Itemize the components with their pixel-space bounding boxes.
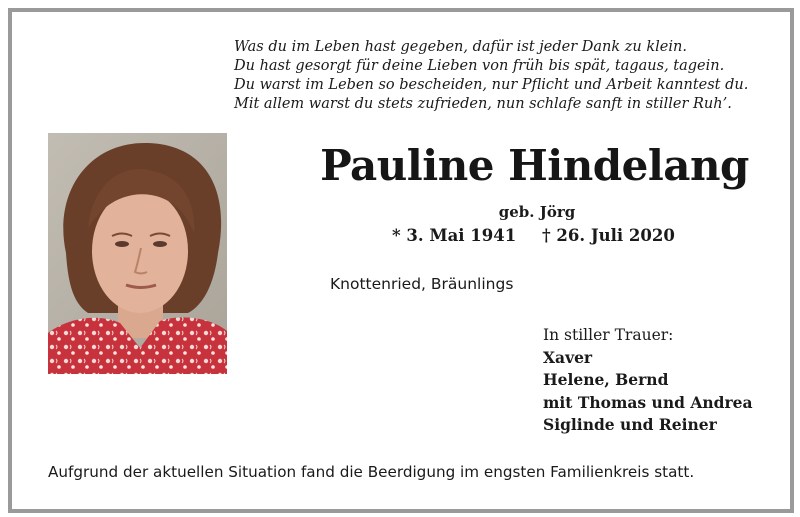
portrait-illustration (48, 133, 227, 374)
birth-name: geb. Jörg (498, 203, 576, 221)
mourner-name: mit Thomas und Andrea (543, 392, 753, 412)
life-dates (392, 226, 692, 245)
mourners-block (543, 324, 753, 437)
mourners-intro: In stiller Trauer: (543, 326, 674, 344)
funeral-notice: Aufgrund der aktuellen Situation fand die Beerdigung im engsten Familienkreis statt. (48, 463, 695, 481)
poem-line: Mit allem warst du stets zufrieden, nun schlafe sanft in stiller Ruh’. (234, 96, 732, 112)
mourner-name: Xaver (543, 347, 593, 367)
obituary-frame (8, 8, 794, 513)
residence-place: Knottenried, Bräunlings (330, 275, 514, 293)
poem-line: Was du im Leben hast gegeben, dafür ist jeder Dank zu klein. (234, 39, 687, 55)
poem (234, 38, 774, 114)
portrait-photo (48, 133, 227, 374)
poem-line: Du hast gesorgt für deine Lieben von früh bis spät, tagaus, tagein. (234, 58, 725, 74)
mourner-name: Helene, Bernd (543, 370, 669, 389)
deceased-name: Pauline Hindelang (320, 141, 749, 190)
mourner-name: Siglinde und Reiner (543, 415, 717, 434)
poem-line: Du warst im Leben so bescheiden, nur Pflicht und Arbeit kanntest du. (234, 77, 749, 93)
birth-date: * 3. Mai 1941 (392, 226, 517, 245)
death-date: † 26. Juli 2020 (542, 226, 675, 245)
